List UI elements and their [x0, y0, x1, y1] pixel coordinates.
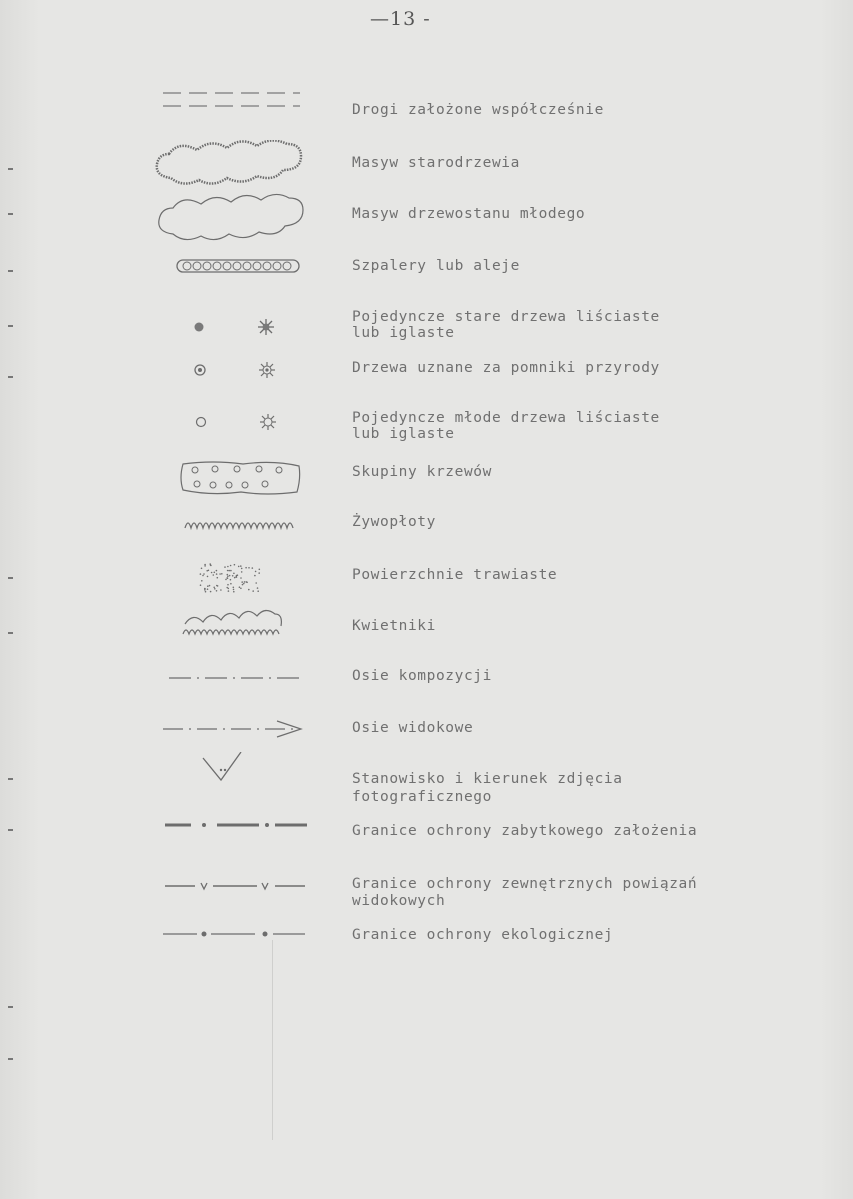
legend-label-line2: widokowych: [352, 893, 446, 909]
legend-label-line2: lub iglaste: [352, 325, 455, 341]
legend-label-line2: fotograficznego: [352, 789, 492, 805]
monument-trees-icon: [155, 352, 325, 392]
view-link-boundary-icon: [155, 870, 325, 910]
legend-row: [0, 306, 853, 346]
view-axis-icon: [155, 712, 325, 752]
legend-label: Pojedyncze stare drzewa liściaste: [352, 309, 660, 325]
margin-mark: [8, 1058, 13, 1060]
legend-label: Szpalery lub aleje: [352, 258, 520, 274]
legend-row: [0, 248, 853, 288]
legend-row: [0, 815, 853, 855]
legend-row: [0, 192, 853, 232]
legend-row: [0, 870, 853, 910]
legend-row: [0, 352, 853, 392]
alley-icon: [155, 248, 325, 288]
legend-label: Kwietniki: [352, 618, 436, 634]
legend-row: [0, 918, 853, 958]
legend-label: Skupiny krzewów: [352, 464, 492, 480]
legend-row: [0, 140, 853, 180]
dashed-road-icon: [155, 88, 325, 128]
legend-label: Osie widokowe: [352, 720, 474, 736]
legend-label: Drogi założone współcześnie: [352, 102, 604, 118]
old-tree-mass-icon: [155, 140, 325, 180]
legend-label: Drzewa uznane za pomniki przyrody: [352, 360, 660, 376]
old-single-trees-icon: [155, 306, 325, 346]
legend-label: Granice ochrony ekologicznej: [352, 927, 614, 943]
monument-boundary-icon: [155, 815, 325, 855]
legend-label: Osie kompozycji: [352, 668, 492, 684]
young-tree-mass-icon: [155, 192, 325, 232]
legend-label: Żywopłoty: [352, 514, 436, 530]
page-number: —13 -: [370, 8, 431, 30]
legend-row: [0, 752, 853, 805]
legend-row: [0, 660, 853, 700]
legend-row: [0, 506, 853, 546]
legend-row: [0, 404, 853, 444]
legend-row: [0, 88, 853, 128]
hedge-icon: [155, 506, 325, 546]
legend-row: [0, 712, 853, 752]
legend-label-line2: lub iglaste: [352, 426, 455, 442]
composition-axis-icon: [155, 660, 325, 700]
legend-row: [0, 456, 853, 496]
flowerbed-icon: [155, 608, 325, 648]
shrub-group-icon: [155, 456, 325, 496]
scan-line: [272, 940, 273, 1140]
grass-area-icon: [155, 558, 325, 598]
legend-label: Masyw drzewostanu młodego: [352, 206, 586, 222]
margin-mark: [8, 1006, 13, 1008]
legend-row: [0, 608, 853, 648]
ecological-boundary-icon: [155, 918, 325, 958]
young-single-trees-icon: [155, 404, 325, 444]
legend-row: [0, 558, 853, 598]
legend-label: Pojedyncze młode drzewa liściaste: [352, 410, 660, 426]
legend-label: Masyw starodrzewia: [352, 155, 520, 171]
legend-label: Granice ochrony zewnętrznych powiązań: [352, 876, 698, 892]
legend-label: Powierzchnie trawiaste: [352, 567, 558, 583]
legend-label: Stanowisko i kierunek zdjęcia: [352, 771, 623, 787]
photo-position-icon: [155, 752, 325, 792]
legend-label: Granice ochrony zabytkowego założenia: [352, 823, 698, 839]
